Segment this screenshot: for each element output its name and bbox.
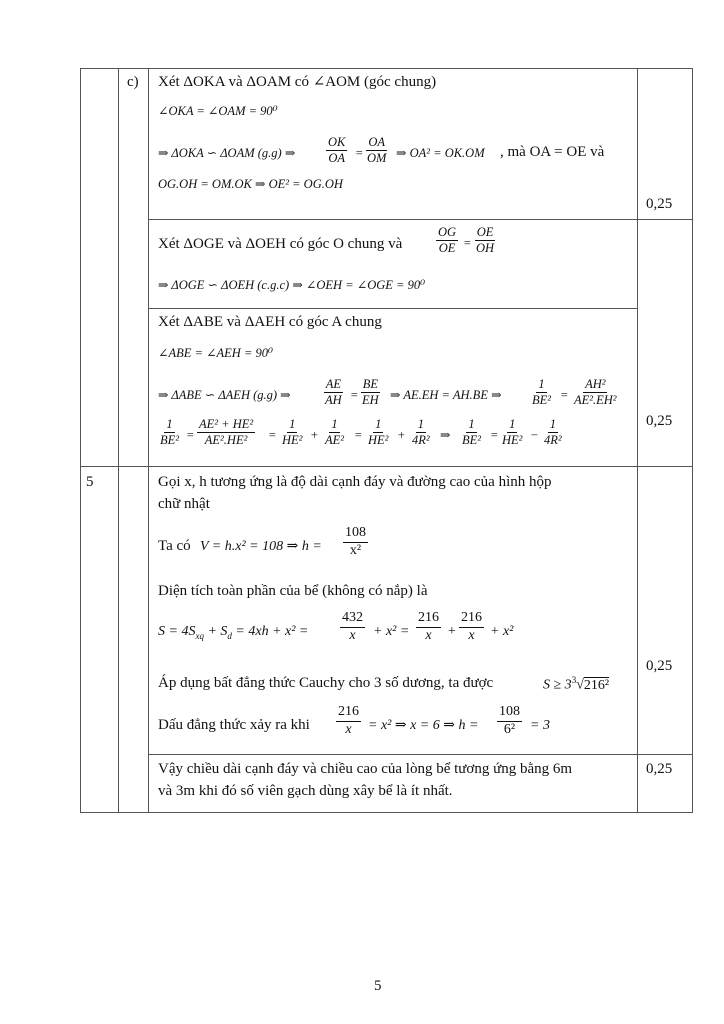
fraction-og-oe: OG OE (438, 225, 457, 256)
chain-frac-6: 1 4R² (412, 417, 430, 448)
chain-frac-1: 1 BE² (160, 417, 180, 448)
equals-sign: = (186, 428, 195, 442)
plus-sign: + (397, 428, 406, 442)
fraction-be-eh: BE EH (362, 377, 379, 408)
row-divider-c (148, 219, 693, 220)
row-divider-d (148, 308, 637, 309)
q5-cauchy-text: Áp dụng bất đẳng thức Cauchy cho 3 số dương, ta được (158, 675, 494, 691)
q5-conclusion-line2: và 3m khi đó số viên gạch dùng xây bể là ít nhất. (158, 783, 453, 799)
chain-frac-9: 1 4R² (544, 417, 562, 448)
fraction-oa-om: OA OM (367, 135, 387, 166)
q5-area-math-d: + x² = (373, 624, 410, 639)
q5-cauchy-math: $S \ge 3^3√216^2$ (543, 675, 610, 693)
fraction-ae-ah: AE AH (325, 377, 342, 408)
chain-frac-7: 1 BE² (462, 417, 482, 448)
fraction-432-x: 432 x (342, 610, 363, 643)
equals-sign: = (354, 428, 363, 442)
table-col-divider-1 (118, 68, 119, 813)
equals-sign: = (560, 388, 569, 402)
q5-equal-math: = x² ⇒ x = 6 ⇒ h = (368, 718, 479, 733)
q5-conclusion-line1: Vậy chiều dài cạnh đáy và chiều cao của lòng bể tương ứng bằng 6m (158, 761, 573, 777)
equals-sign: = (463, 236, 472, 250)
fraction-108-x2: 108 x² (345, 525, 366, 558)
equals-sign: = (350, 388, 359, 402)
fraction-oe-oh: OE OH (476, 225, 495, 256)
table-border-left (80, 68, 81, 813)
chain-frac-3: 1 HE² (282, 417, 303, 448)
q5-equal-text: Dấu đẳng thức xảy ra khi (158, 717, 310, 733)
score-part-c: 0,25 (646, 196, 673, 212)
part-e-similar: ⇒ ΔABE ∽ ΔAEH (g.g) ⇒ (158, 388, 291, 402)
part-c-similar: ⇒ ΔOKA ∽ ΔOAM (g.g) ⇒ (158, 146, 296, 160)
plus-sign: + (447, 624, 457, 639)
q5-area-title: Diện tích toàn phần của bể (không có nắp) là (158, 583, 428, 599)
q5-volume-math: V = h.x² = 108 ⇒ h = (200, 539, 322, 554)
part-d-line1: Xét ΔOGE và ΔOEH có góc O chung và (158, 236, 403, 252)
row-divider-q5 (80, 466, 693, 467)
part-d-line2: ⇒ ΔOGE ∽ ΔOEH (c.g.c) ⇒ ∠OEH = ∠OGE = 90⁰ (158, 278, 426, 292)
chain-frac-4: 1 AE² (325, 417, 345, 448)
part-e-angle-eq: ∠ABE = ∠AEH = 90⁰ (158, 346, 274, 360)
part-c-result: ⇒ OA² = OK.OM (396, 146, 485, 160)
table-col-divider-2 (148, 68, 149, 813)
q5-area-math-e: + x² (490, 624, 514, 639)
page-number: 5 (374, 978, 382, 994)
chain-frac-2: AE² + HE² AE².HE² (199, 417, 254, 448)
part-e-line1: Xét ΔABE và ΔAEH có góc A chung (158, 314, 382, 330)
q5-line2: chữ nhật (158, 496, 210, 512)
table-border-top (80, 68, 693, 69)
table-border-right (692, 68, 693, 813)
part-e-result: ⇒ AE.EH = AH.BE ⇒ (390, 388, 502, 402)
q5-area-math: $S = 4S_{xq} + S_d = 4xh + x^2$ = (158, 624, 309, 641)
equals-sign: = (268, 428, 277, 442)
chain-frac-5: 1 HE² (368, 417, 389, 448)
q5-line1: Gọi x, h tương ứng là độ dài cạnh đáy và đường cao của hình hộp (158, 474, 552, 490)
part-c-note: , mà OA = OE và (500, 144, 605, 160)
chain-frac-8: 1 HE² (502, 417, 523, 448)
fraction-1-be2: 1 BE² (532, 377, 552, 408)
part-c-line1: Xét ΔOKA và ΔOAM có ∠AOM (góc chung) (158, 74, 437, 90)
score-part-e: 0,25 (646, 413, 673, 429)
implies-sign: ⇒ (440, 428, 451, 442)
part-c-line4: OG.OH = OM.OK ⇒ OE² = OG.OH (158, 177, 343, 191)
table-col-divider-3 (637, 68, 638, 813)
q5-volume-label: Ta có (158, 538, 191, 554)
table-border-bottom (80, 812, 693, 813)
fraction-216-x-eq: 216 x (338, 704, 359, 737)
score-q5-conclusion: 0,25 (646, 761, 673, 777)
equals-sign: = (355, 146, 364, 160)
part-label: c) (127, 74, 139, 90)
fraction-ok-oa: OK OA (328, 135, 346, 166)
question-number: 5 (86, 474, 94, 490)
equals-sign: = (490, 428, 499, 442)
fraction-216-x-2: 216 x (461, 610, 482, 643)
score-q5-main: 0,25 (646, 658, 673, 674)
row-divider-conclusion (148, 754, 693, 755)
q5-equal-end: = 3 (530, 718, 550, 733)
minus-sign: − (530, 428, 539, 442)
part-c-angle-eq: ∠OKA = ∠OAM = 90⁰ (158, 104, 278, 118)
fraction-216-x: 216 x (418, 610, 439, 643)
fraction-ah2: AH² AE².EH² (574, 377, 617, 408)
plus-sign: + (310, 428, 319, 442)
fraction-108-62: 108 6² (499, 704, 520, 737)
